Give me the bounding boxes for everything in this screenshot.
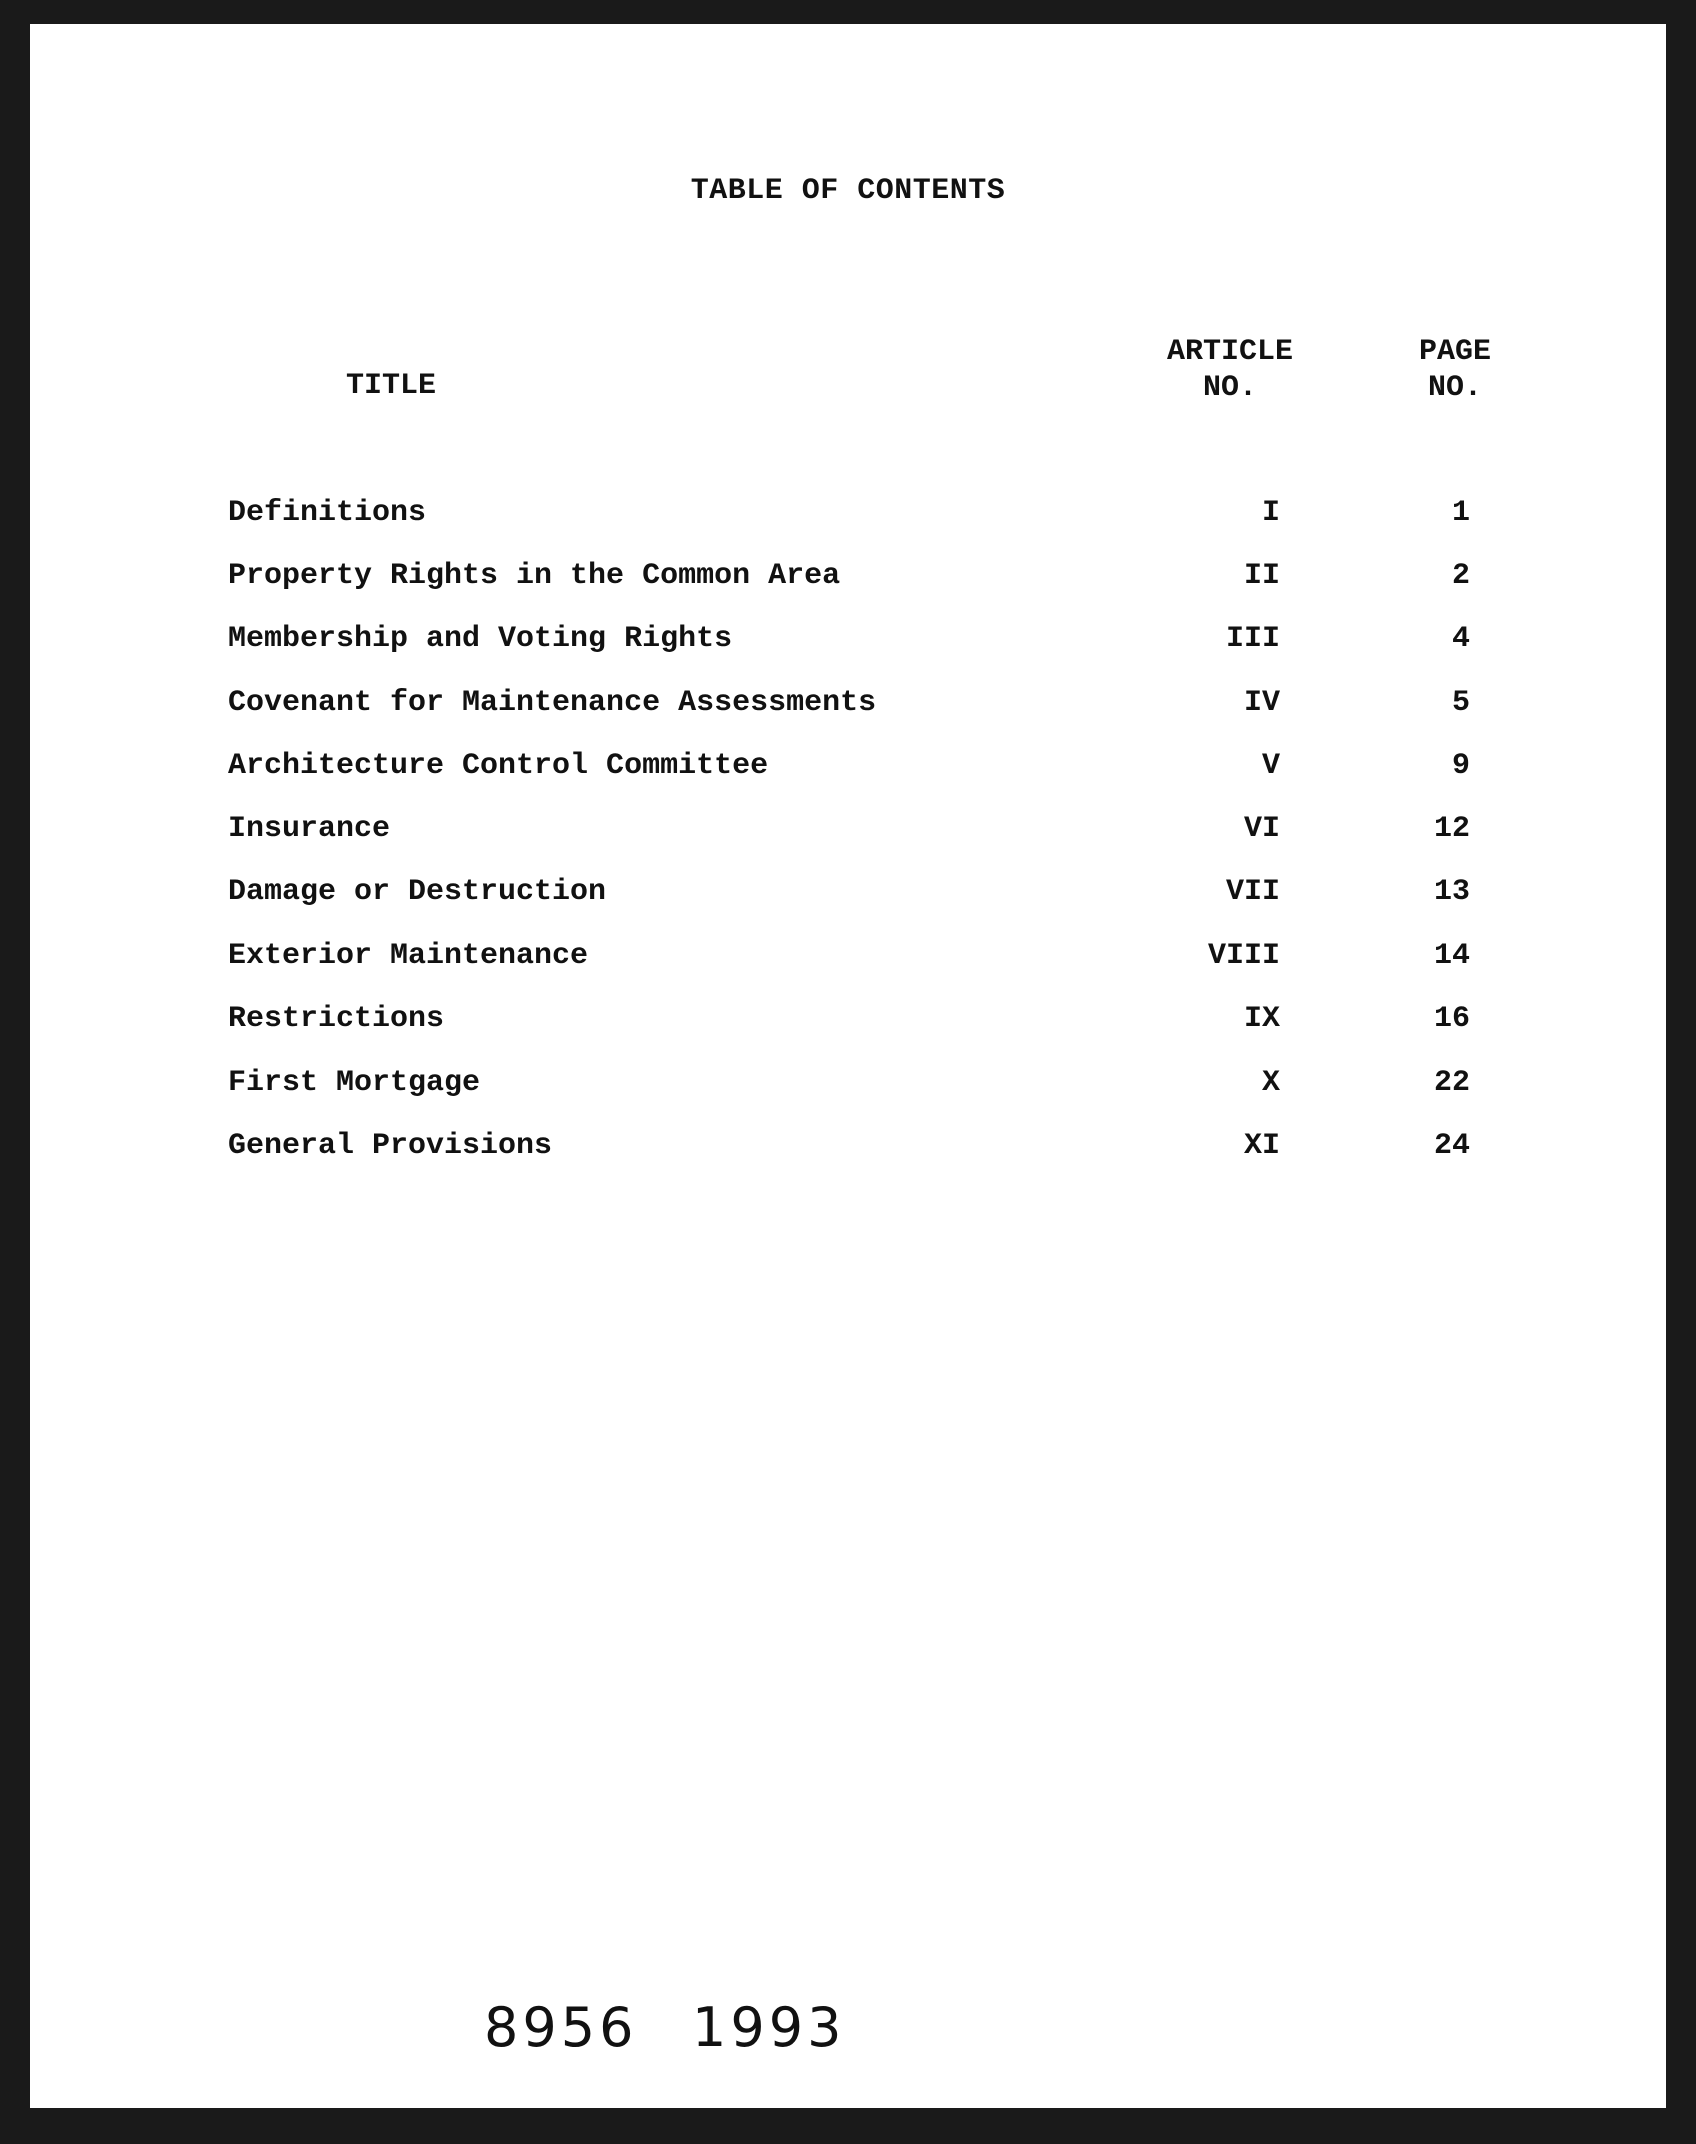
toc-entry-article: IV — [1243, 686, 1280, 720]
toc-row — [0, 749, 1696, 793]
toc-entry-title: Architecture Control Committee — [228, 749, 769, 783]
toc-entry-article: X — [1261, 1066, 1280, 1100]
toc-entry-article: IX — [1243, 1002, 1280, 1036]
toc-entry-article: VII — [1225, 875, 1280, 909]
toc-row — [0, 559, 1696, 603]
footer-number-right: 1993 — [692, 1996, 846, 2059]
column-header-title-text: TITLE — [346, 369, 437, 403]
toc-row — [0, 622, 1696, 666]
toc-entry-title: Covenant for Maintenance Assessments — [228, 686, 877, 720]
toc-entry-title: Restrictions — [228, 1002, 445, 1036]
toc-entry-article: VIII — [1207, 939, 1280, 973]
column-header-article-line2: NO. — [1202, 371, 1257, 405]
toc-entry-article: VI — [1243, 812, 1280, 846]
toc-entry-page: 14 — [1433, 939, 1470, 973]
toc-entry-page: 12 — [1433, 812, 1470, 846]
toc-entry-title: First Mortgage — [228, 1066, 481, 1100]
toc-row — [0, 812, 1696, 856]
toc-entry-page: 5 — [1451, 686, 1470, 720]
toc-entry-page: 1 — [1451, 496, 1470, 530]
toc-entry-title: Definitions — [228, 496, 427, 530]
toc-entry-page: 4 — [1451, 622, 1470, 656]
toc-row — [0, 1129, 1696, 1173]
toc-entry-article: II — [1243, 559, 1280, 593]
column-header-page-line1: PAGE — [1418, 335, 1491, 369]
toc-entry-title: Property Rights in the Common Area — [228, 559, 841, 593]
toc-entry-article: V — [1261, 749, 1280, 783]
toc-row — [0, 1066, 1696, 1110]
toc-entry-title: Membership and Voting Rights — [228, 622, 733, 656]
toc-row — [0, 686, 1696, 730]
toc-row — [0, 1002, 1696, 1046]
toc-entry-title: Damage or Destruction — [228, 875, 607, 909]
toc-entry-title: Insurance — [228, 812, 391, 846]
toc-entry-page: 22 — [1433, 1066, 1470, 1100]
document-title: TABLE OF CONTENTS — [690, 174, 1006, 208]
footer-number-left: 8956 — [484, 1996, 638, 2059]
column-header-page-line2: NO. — [1427, 371, 1482, 405]
toc-row — [0, 496, 1696, 540]
toc-entry-page: 16 — [1433, 1002, 1470, 1036]
toc-entry-page: 9 — [1451, 749, 1470, 783]
toc-entry-page: 2 — [1451, 559, 1470, 593]
toc-row — [0, 939, 1696, 983]
column-header-title — [346, 368, 436, 404]
toc-entry-title: General Provisions — [228, 1129, 553, 1163]
column-header-article — [1160, 334, 1300, 406]
toc-entry-article: III — [1225, 622, 1280, 656]
toc-entry-article: I — [1261, 496, 1280, 530]
column-header-article-line1: ARTICLE — [1166, 335, 1294, 369]
toc-entry-page: 13 — [1433, 875, 1470, 909]
toc-row — [0, 875, 1696, 919]
toc-entry-article: XI — [1243, 1129, 1280, 1163]
toc-entry-page: 24 — [1433, 1129, 1470, 1163]
column-header-page — [1400, 334, 1510, 406]
toc-entry-title: Exterior Maintenance — [228, 939, 589, 973]
